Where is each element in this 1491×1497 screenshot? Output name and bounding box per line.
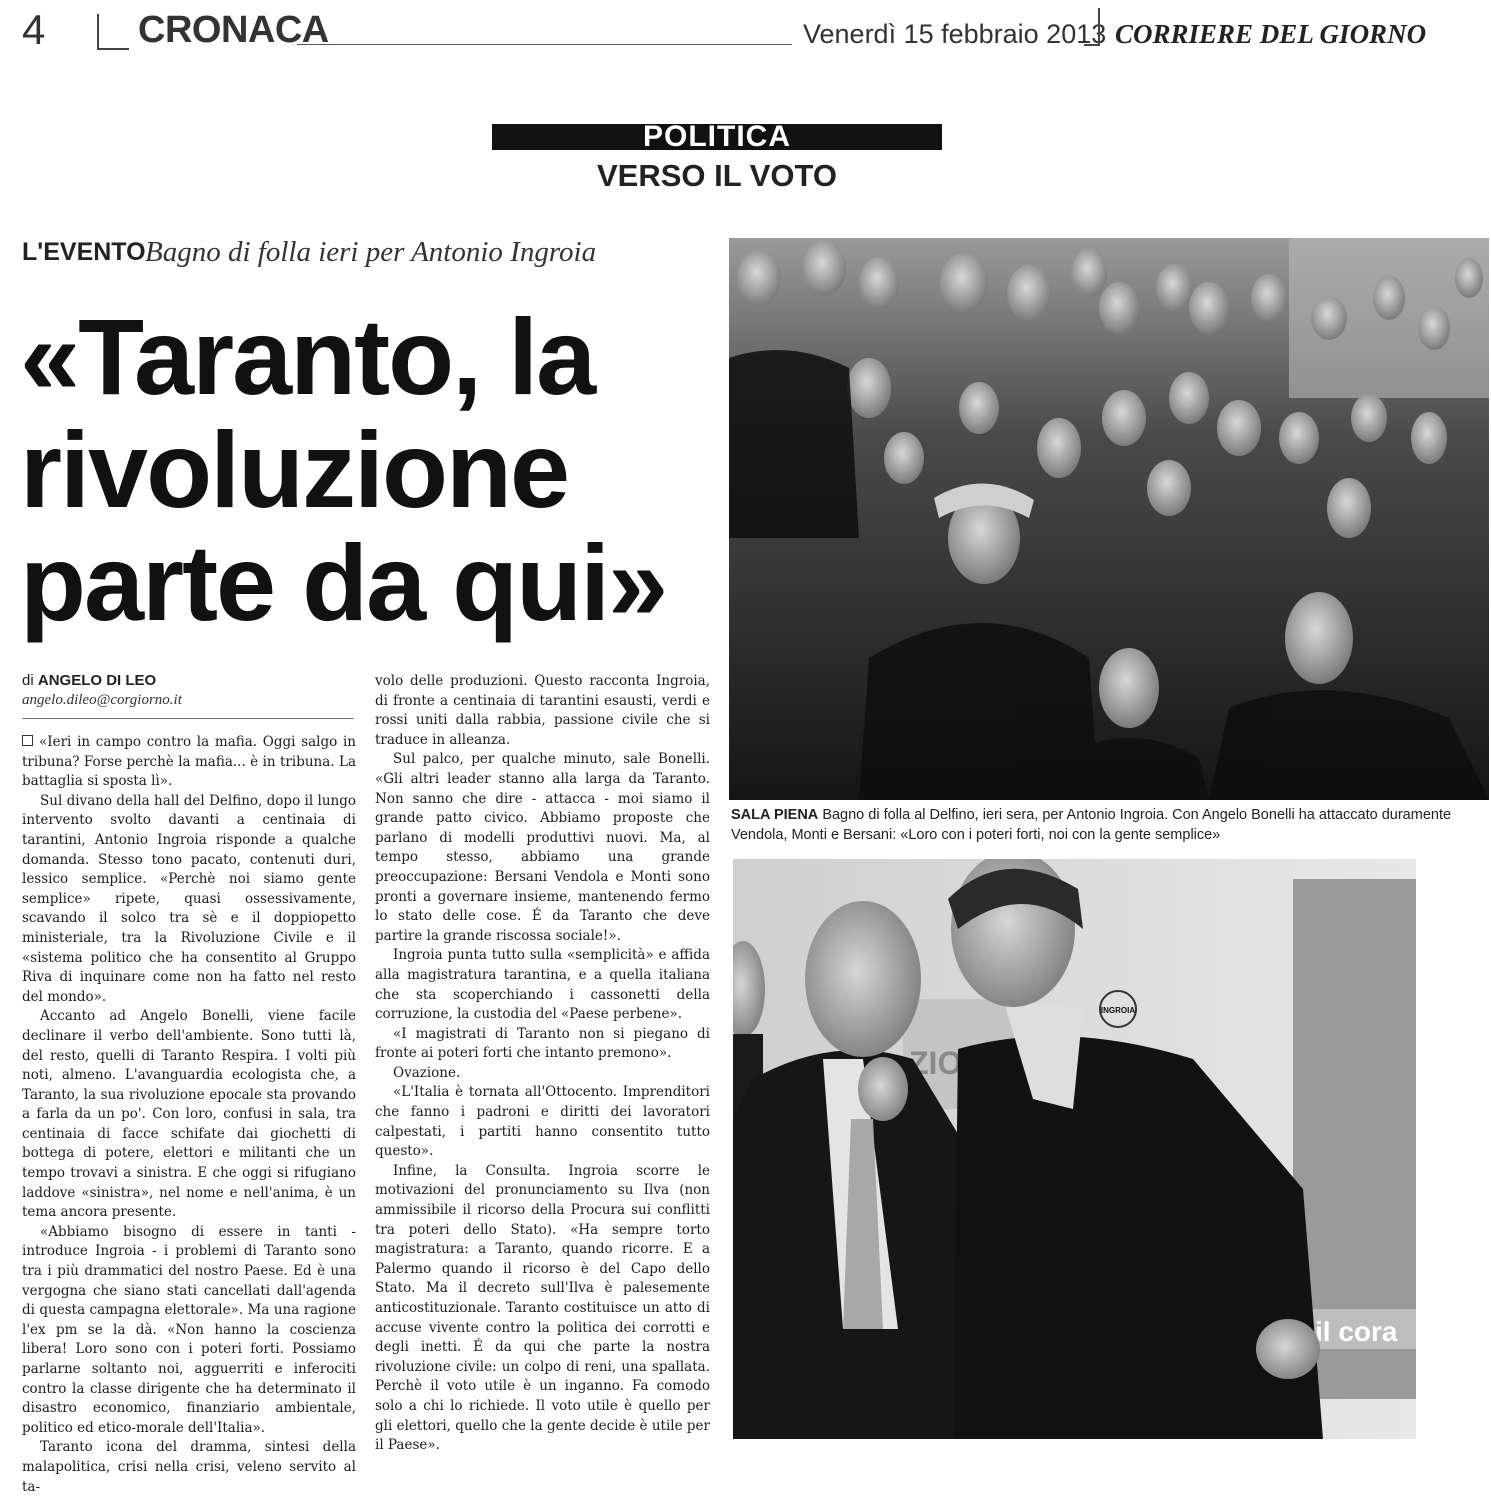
article-paragraph: «Abbiamo bisogno di essere in tanti - introduce Ingroia - i problemi di Taranto sono tra i più drammatici del nostro Paese. Ed è una vergogna che siano stati cancellati dall'agenda di questa campagna elettorale». Ma una ragione l'ex pm se la dà. «Non hanno la coscienza libera! Loro sono con i poteri forti. Possiamo parlarne soltanto noi, agguerriti e inferociti contro la classe dirigente che ha determinato il disastro economico, finanziario ambientale, politico ed etico-morale dell'Italia». (22, 1223, 356, 1436)
speakers-photo (733, 859, 1416, 1439)
caption-text: Bagno di folla al Delfino, ieri sera, per Antonio Ingroia. Con Angelo Bonelli ha attaccato duramente Vendola, Monti e Bersani: «Loro con i poteri forti, noi con la gente semplice» (731, 807, 1452, 843)
author-email[interactable]: angelo.dileo@corgiorno.it (22, 692, 182, 708)
byline-prefix: di (22, 672, 34, 689)
badge-text: INGROIA (1100, 1006, 1136, 1015)
masthead-bracket-right (1084, 8, 1100, 46)
article-paragraph: Ingroia punta tutto sulla «semplicità» e affida alla magistratura tarantina, e a quella italiana che sta scoperchiando i cassonetti della corruzione, la custodia del «Paese perbene». (375, 947, 710, 1023)
crowd-photo (729, 238, 1489, 800)
newspaper-name: CORRIERE DEL GIORNO (1115, 19, 1427, 49)
article-paragraph: «L'Italia è tornata all'Ottocento. Imprenditori che fanno i padroni e diritti dei lavoratori calpestati, i partiti hanno consentito tutto questo». (375, 1084, 710, 1160)
event-label: L'EVENTO (22, 238, 146, 266)
lead-box-icon (22, 735, 33, 746)
section-title: CRONACA (138, 9, 329, 51)
article-paragraph: Accanto ad Angelo Bonelli, viene facile declinare il verbo dell'ambiente. Sono tutti là, del resto, quelli di Taranto Respira. I volti più noti, almeno. L'avanguardia ecologista che, a Taranto, la sua rivoluzione epocale sta provando a farla da un po'. Con loro, confusi in sala, tra centinaia di facce schifate dai giochetti di bottega di potere, elettori e militanti che un tempo trovavi a sinistra. E che oggi si rifugiano laddove «sinistra», nel nome e nell'anima, è un tema ancora presente. (22, 1008, 356, 1221)
photo-caption (731, 805, 1489, 845)
article-paragraph: «I magistrati di Taranto non si piegano di fronte ai poteri forti che intanto premono». (375, 1025, 710, 1062)
article-paragraph: Taranto icona del dramma, sintesi della malapolitica, crisi nella crisi, veleno servito al ta- (22, 1439, 356, 1495)
kicker-label: POLITICA (643, 120, 791, 153)
article-paragraph: Sul divano della hall del Delfino, dopo il lungo intervento svolto davanti a centinaia di tarantini, Antonio Ingroia risponde a qualche domanda. Stesso tono pacato, contenuti duri, lessico semplice. «Perchè noi siamo gente semplice» ripete, quasi ossessivamente, scavando il solco tra sè e il doppiopetto ministeriale, tra la Rivoluzione Civile e il «sistema politico che ha consentito al Gruppo Riva di inquinare come non ha fatto nel resto del mondo». (22, 792, 356, 1005)
author-name: ANGELO DI LEO (37, 672, 157, 689)
poster-text: il cora (1315, 1316, 1398, 1347)
article-column-1 (22, 733, 356, 1497)
page-number: 4 (22, 6, 46, 53)
article-paragraph: Ovazione. (393, 1064, 461, 1081)
kicker-sublabel: VERSO IL VOTO (596, 158, 838, 193)
paragraph-text: «Ieri in campo contro la mafia. Oggi salgo in tribuna? Forse perchè la mafia... è in tribuna. La battaglia si sposta lì». (22, 734, 356, 790)
article-paragraph: Sul palco, per qualche minuto, sale Bonelli. «Gli altri leader stanno alla larga da Taranto. Non sanno che dire - attacca - moi siamo il grande patto civico. Abbiamo proposte che parlano di modelli produttivi nuovi. Ma, al tempo stesso, abbiamo una grande preoccupazione: Bersani Vendola e Monti sono pronti a governare insieme, mantenendo fermo lo stato delle cose. É da Taranto che deve partire la grande riscossa sociale!». (375, 751, 710, 944)
masthead-bracket-left (97, 14, 129, 50)
issue-date: Venerdì 15 febbraio 2013 (803, 19, 1107, 49)
byline (22, 672, 156, 689)
article-paragraph: volo delle produzioni. Questo racconta Ingroia, di fronte a centinaia di tarantini esausti, verdi e rossi uniti dalla rabbia, passione civile che si traduce in alleanza. (375, 673, 710, 748)
caption-label: SALA PIENA (731, 807, 819, 823)
article-paragraph (22, 733, 356, 792)
event-summary: Bagno di folla ieri per Antonio Ingroia (145, 236, 597, 268)
headline: «Taranto, la rivoluzione parte da qui» (20, 296, 667, 643)
masthead-rule (297, 44, 792, 45)
article-paragraph: Infine, la Consulta. Ingroia scorre le motivazioni del pronunciamento su Ilva (non ammissibile il ricorso della Procura sui conflitti tra poteri dello Stato). «Ha sempre torto magistratura: a Taranto, quando ricorre. E a Palermo quando il ricorso è del Capo dello Stato. Ma il decreto sull'Ilva è palesemente anticostituzionale. Taranto costituisce un atto di accuse vivente contro la politica dei corrotti e degli inetti. É da qui che parte la nostra rivoluzione civile: un colpo di reni, una spallata. Perchè il voto utile è un inganno. Fa comodo solo a chi lo richiede. Il voto utile è quello per gli elettori, quello che la gente decide è utile per il Paese». (375, 1162, 710, 1454)
article-column-2 (375, 672, 710, 1456)
byline-rule (22, 718, 354, 719)
